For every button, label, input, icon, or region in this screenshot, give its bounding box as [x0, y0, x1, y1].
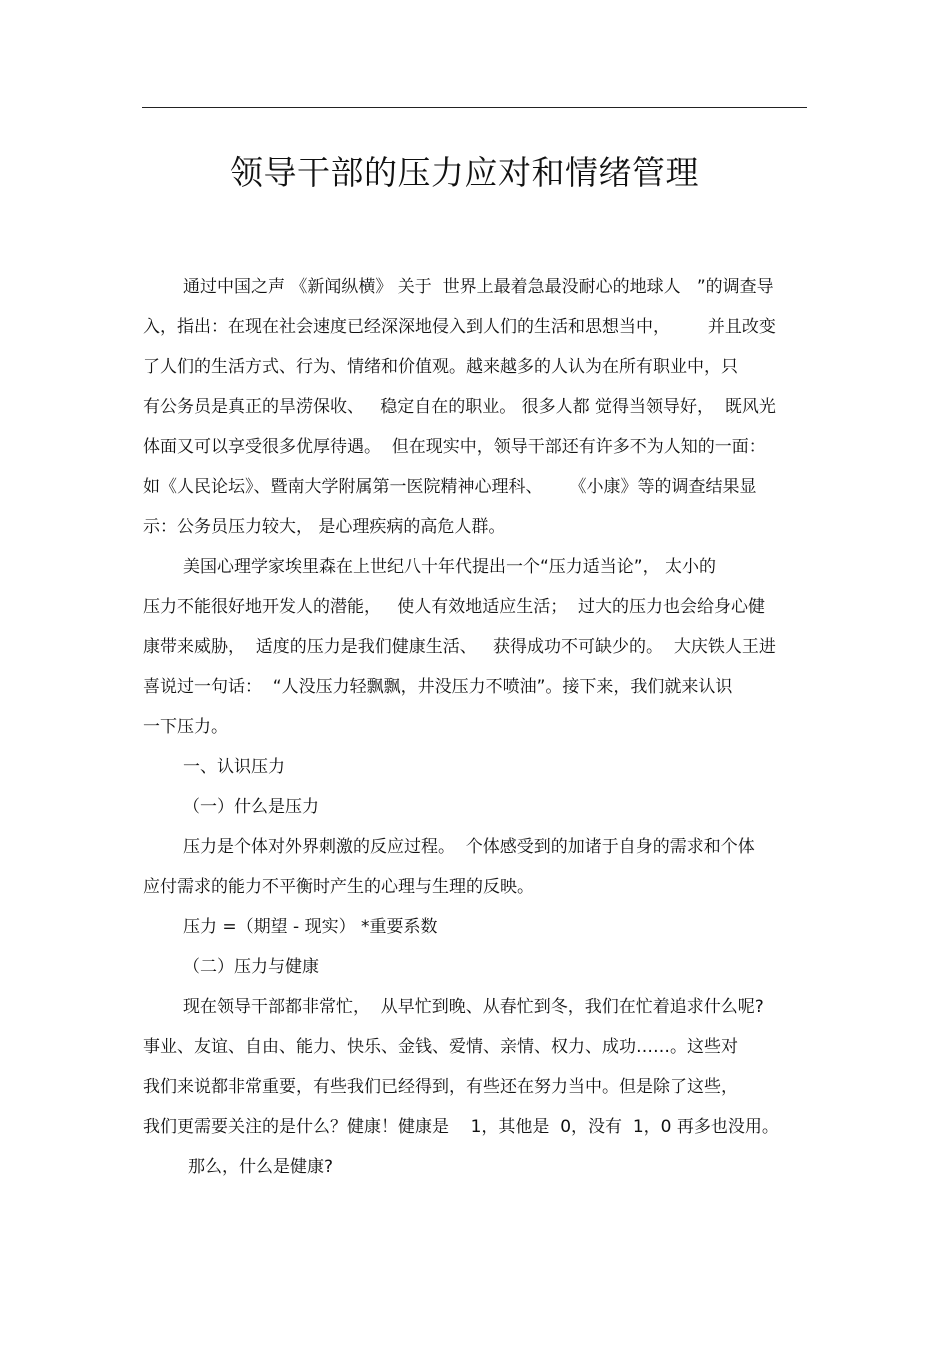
body-line: 美国心理学家埃里森在上世纪八十年代提出一个“压力适当论”， 太小的	[183, 557, 717, 577]
header-rule	[142, 107, 807, 108]
body-line: 现在领导干部都非常忙， 从早忙到晚、从春忙到冬，我们在忙着追求什么呢?	[183, 997, 764, 1017]
body-line: 有公务员是真正的旱涝保收、 稳定自在的职业。 很多人都 觉得当领导好， 既风光	[143, 397, 776, 417]
body-line: 示：公务员压力较大， 是心理疾病的高危人群。	[143, 517, 506, 537]
body-line: 了人们的生活方式、行为、情绪和价值观。越来越多的人认为在所有职业中，只	[143, 357, 738, 377]
body-line: 喜说过一句话： “人没压力轻飘飘，井没压力不喷油”。接下来，我们就来认识	[143, 677, 733, 697]
body-line: 如《人民论坛》、暨南大学附属第一医院精神心理科、 《小康》等的调查结果显	[143, 477, 757, 497]
document-title: 领导干部的压力应对和情绪管理	[230, 153, 699, 192]
body-line: 压力不能很好地开发人的潜能， 使人有效地适应生活； 过大的压力也会给身心健	[143, 597, 766, 617]
body-line: 压力是个体对外界刺激的反应过程。 个体感受到的加诸于自身的需求和个体	[183, 837, 755, 857]
body-line: 通过中国之声 《新闻纵横》 关于 世界上最着急最没耐心的地球人 ”的调查导	[183, 277, 774, 297]
subsection-heading: （二）压力与健康	[183, 957, 319, 977]
body-line: 我们来说都非常重要，有些我们已经得到，有些还在努力当中。但是除了这些，	[143, 1077, 738, 1097]
subsection-heading: （一）什么是压力	[183, 797, 319, 817]
section-heading: 一、认识压力	[183, 757, 285, 777]
body-line: 体面又可以享受很多优厚待遇。 但在现实中，领导干部还有许多不为人知的一面：	[143, 437, 766, 457]
body-line: 事业、友谊、自由、能力、快乐、金钱、爱情、亲情、权力、成功……。这些对	[143, 1037, 738, 1057]
body-line: 应付需求的能力不平衡时产生的心理与生理的反映。	[143, 877, 534, 897]
body-line: 康带来威胁， 适度的压力是我们健康生活、 获得成功不可缺少的。 大庆铁人王进	[143, 637, 776, 657]
body-line: 我们更需要关注的是什么？健康！健康是 1，其他是 0，没有 1，0 再多也没用。	[143, 1117, 779, 1137]
body-line: 一下压力。	[143, 717, 228, 737]
body-line: 那么，什么是健康?	[188, 1157, 334, 1177]
formula-line: 压力 =（期望 - 现实） *重要系数	[183, 917, 438, 937]
body-line: 入，指出：在现在社会速度已经深深地侵入到人们的生活和思想当中， 并且改变	[143, 317, 776, 337]
